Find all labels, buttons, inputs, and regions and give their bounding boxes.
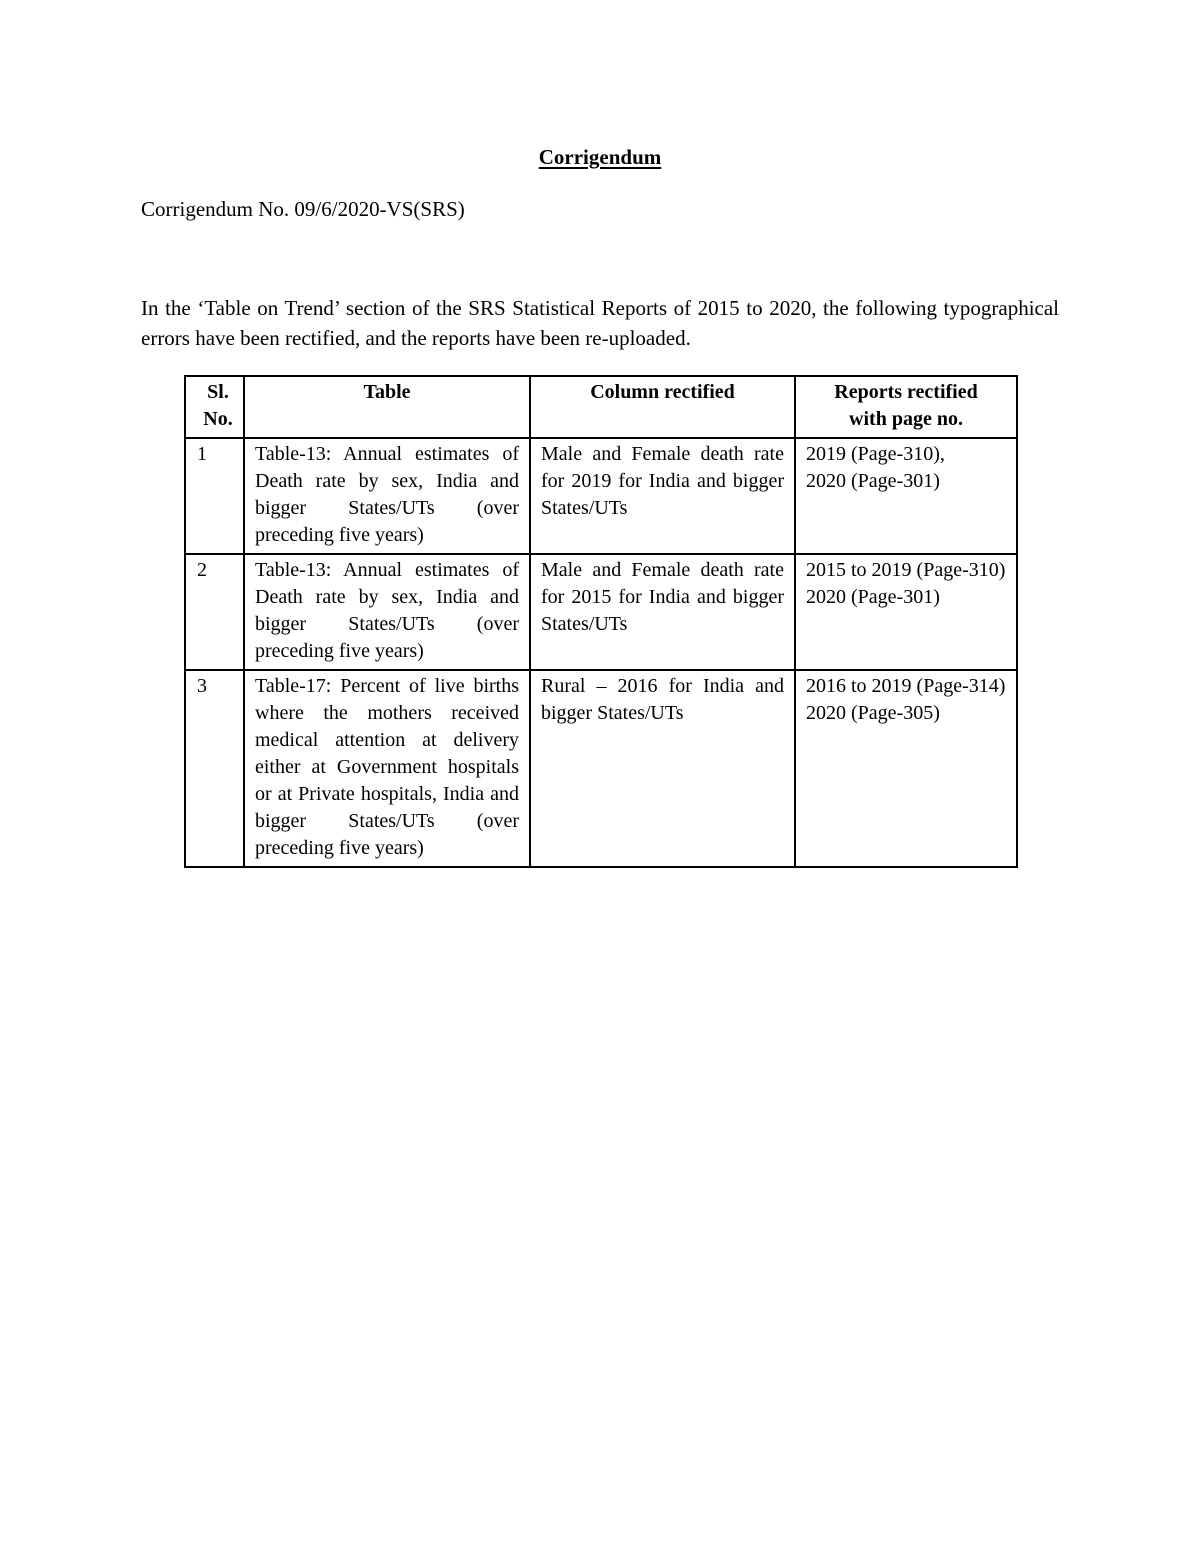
header-table: Table bbox=[244, 376, 530, 438]
row-sl-no: 3 bbox=[185, 670, 244, 867]
header-reports-line2: with page no. bbox=[849, 408, 963, 430]
header-sl-no-line1: Sl. bbox=[207, 381, 229, 403]
row-reports-line1: 2019 (Page-310), bbox=[806, 443, 945, 465]
row-column-rectified: Male and Female death rate for 2019 for India and bigger States/UTs bbox=[530, 438, 795, 554]
row-reports-line2: 2020 (Page-305) bbox=[806, 702, 940, 724]
row-reports-line1: 2016 to 2019 (Page-314) bbox=[806, 675, 1006, 697]
table-row bbox=[185, 438, 1017, 554]
row-sl-no: 1 bbox=[185, 438, 244, 554]
intro-paragraph: In the ‘Table on Trend’ section of the SRS Statistical Reports of 2015 to 2020, the following typographical errors have been rectified, and the reports have been re-uploaded. bbox=[141, 296, 1059, 350]
row-sl-no: 2 bbox=[185, 554, 244, 670]
table-row bbox=[185, 670, 1017, 867]
corrigendum-reference-number: Corrigendum No. 09/6/2020-VS(SRS) bbox=[141, 197, 465, 221]
row-reports-rectified bbox=[795, 670, 1017, 867]
corrections-table bbox=[184, 375, 1018, 868]
document-title bbox=[0, 143, 1200, 171]
header-reports-line1: Reports rectified bbox=[834, 381, 978, 403]
row-table-name: Table-17: Percent of live births where the mothers received medical attention at delivery either at Government hospitals or at Private hospitals, India and bigger States/UTs (over preceding five years) bbox=[244, 670, 530, 867]
header-sl-no bbox=[185, 376, 244, 438]
row-table-name: Table-13: Annual estimates of Death rate by sex, India and bigger States/UTs (over preceding five years) bbox=[244, 554, 530, 670]
header-reports-rectified bbox=[795, 376, 1017, 438]
header-column-rectified: Column rectified bbox=[530, 376, 795, 438]
row-reports-rectified bbox=[795, 554, 1017, 670]
row-reports-line2: 2020 (Page-301) bbox=[806, 470, 940, 492]
row-reports-line2: 2020 (Page-301) bbox=[806, 586, 940, 608]
row-column-rectified: Rural – 2016 for India and bigger States/UTs bbox=[530, 670, 795, 867]
row-reports-line1: 2015 to 2019 (Page-310) bbox=[806, 559, 1006, 581]
row-reports-rectified bbox=[795, 438, 1017, 554]
header-sl-no-line2: No. bbox=[203, 408, 233, 430]
row-column-rectified: Male and Female death rate for 2015 for India and bigger States/UTs bbox=[530, 554, 795, 670]
table-row bbox=[185, 554, 1017, 670]
document-title-text: Corrigendum bbox=[538, 145, 662, 169]
row-table-name: Table-13: Annual estimates of Death rate by sex, India and bigger States/UTs (over preceding five years) bbox=[244, 438, 530, 554]
table-header-row bbox=[185, 376, 1017, 438]
